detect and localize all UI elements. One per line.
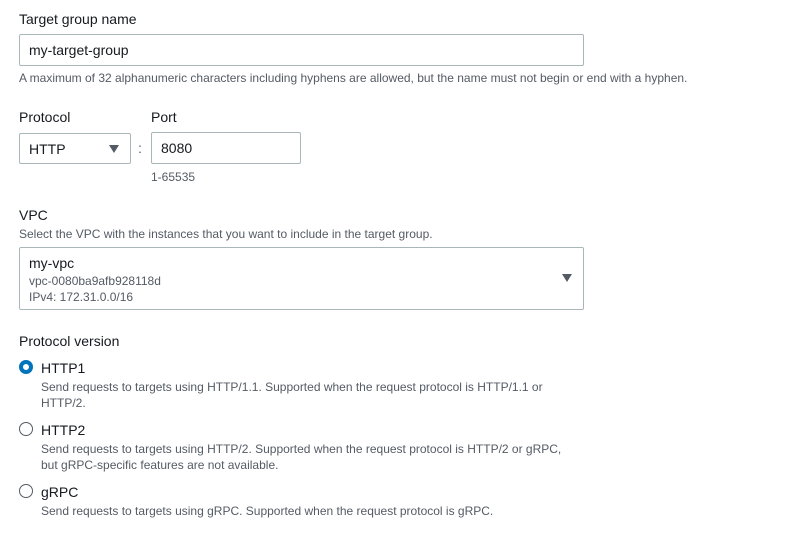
port-value: 8080 — [161, 140, 193, 156]
protocol-version-option-description: Send requests to targets using gRPC. Supported when the request protocol is gRPC. — [41, 504, 494, 518]
protocol-version-option-description: Send requests to targets using HTTP/1.1. Supported when the request protocol is HTTP/1.1 or — [41, 380, 543, 394]
vpc-name: my-vpc — [29, 255, 75, 271]
port-hint: 1-65535 — [151, 170, 196, 184]
protocol-version-option-description: but gRPC-specific features are not available. — [41, 458, 279, 472]
protocol-value: HTTP — [29, 140, 66, 157]
radio-button-icon[interactable] — [19, 422, 33, 436]
protocol-port-separator: : — [138, 140, 142, 156]
vpc-cidr: IPv4: 172.31.0.0/16 — [29, 290, 134, 304]
protocol-label: Protocol — [19, 109, 71, 125]
radio-button-icon[interactable] — [19, 360, 33, 374]
protocol-select[interactable] — [19, 133, 131, 164]
protocol-version-option-http1[interactable] — [19, 359, 579, 411]
vpc-hint: Select the VPC with the instances that you want to include in the target group. — [19, 227, 433, 241]
target-group-name-value: my-target-group — [29, 42, 129, 58]
protocol-version-label: Protocol version — [19, 333, 120, 349]
vpc-select[interactable] — [19, 247, 584, 310]
protocol-version-option-label: HTTP2 — [41, 422, 86, 438]
protocol-version-option-grpc[interactable] — [19, 483, 579, 519]
target-group-name-hint: A maximum of 32 alphanumeric characters including hyphens are allowed, but the name must not begin or end with a hyphen. — [19, 71, 688, 85]
port-label: Port — [151, 109, 177, 125]
vpc-label: VPC — [19, 207, 48, 223]
protocol-version-option-label: HTTP1 — [41, 360, 86, 376]
target-group-name-input[interactable] — [19, 34, 584, 66]
caret-down-icon — [562, 274, 572, 282]
protocol-version-option-label: gRPC — [41, 484, 79, 500]
port-input[interactable] — [151, 132, 301, 164]
vpc-id: vpc-0080ba9afb928118d — [29, 274, 161, 288]
radio-button-icon[interactable] — [19, 484, 33, 498]
protocol-version-option-http2[interactable] — [19, 421, 579, 473]
caret-down-icon — [109, 145, 119, 153]
protocol-version-option-description: Send requests to targets using HTTP/2. Supported when the request protocol is HTTP/2 or gRPC, — [41, 442, 562, 456]
protocol-version-option-description: HTTP/2. — [41, 396, 86, 410]
target-group-name-label: Target group name — [19, 11, 137, 27]
